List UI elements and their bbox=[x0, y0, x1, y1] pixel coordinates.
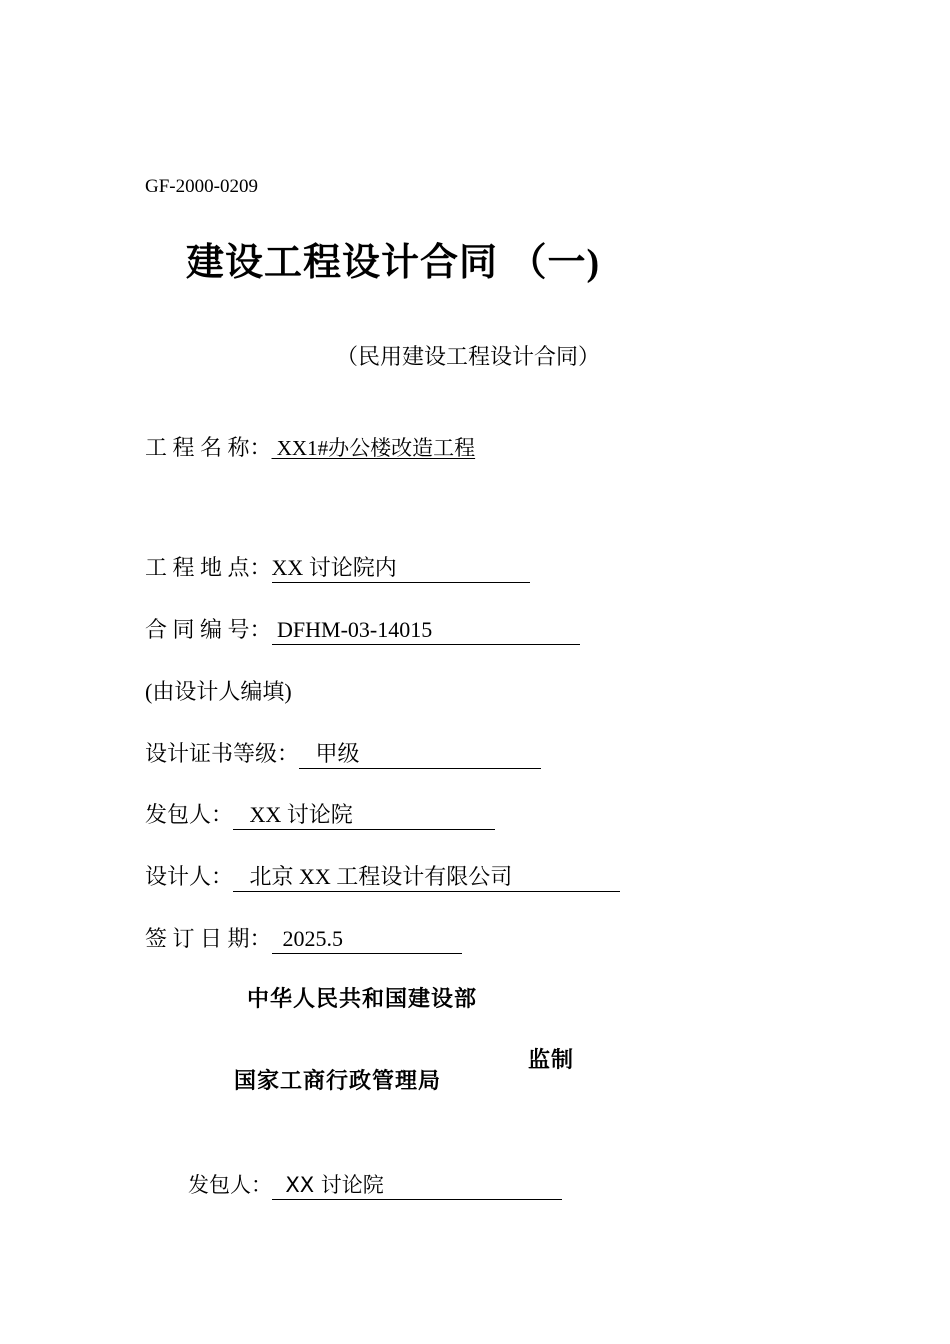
field-client bbox=[145, 801, 495, 830]
field-label: 签 订 日 期： bbox=[145, 926, 272, 951]
field-cert-grade bbox=[145, 740, 541, 769]
field-label: 设计人： bbox=[145, 864, 234, 889]
supervisor-org-saic: 国家工商行政管理局 bbox=[234, 1069, 442, 1094]
field-value-designer: 北京 XX 工程设计有限公司 bbox=[233, 864, 620, 892]
field-label: 工 程 地 点： bbox=[145, 555, 272, 580]
document-code: GF-2000-0209 bbox=[145, 176, 258, 197]
field-label: 合 同 编 号： bbox=[145, 617, 272, 642]
field-value-cert-grade: 甲级 bbox=[299, 741, 541, 769]
field-label: 工 程 名 称： bbox=[145, 435, 272, 460]
footer-client-label: 发包人： bbox=[188, 1173, 272, 1197]
field-label: 设计证书等级： bbox=[145, 741, 300, 766]
field-contract-no bbox=[145, 616, 580, 645]
contract-note: (由设计人编填) bbox=[145, 679, 292, 704]
footer-client bbox=[188, 1171, 562, 1200]
supervise-label: 监制 bbox=[528, 1048, 575, 1073]
field-label: 发包人： bbox=[145, 802, 234, 827]
document-subtitle: （民用建设工程设计合同） bbox=[336, 345, 601, 370]
field-project-site bbox=[145, 554, 530, 583]
field-value-contract-no: DFHM-03-14015 bbox=[272, 617, 580, 645]
field-value-project-site: XX 讨论院内 bbox=[272, 555, 530, 583]
footer-client-value: XX 讨论院 bbox=[272, 1172, 562, 1200]
field-value-client: XX 讨论院 bbox=[233, 802, 495, 830]
field-project-name bbox=[145, 434, 475, 462]
field-value-project-name: XX1#办公楼改造工程 bbox=[271, 436, 476, 460]
field-sign-date bbox=[145, 925, 462, 954]
document-title: 建设工程设计合同 （一) bbox=[186, 242, 601, 284]
supervisor-org-ministry: 中华人民共和国建设部 bbox=[247, 987, 478, 1012]
field-designer bbox=[145, 863, 620, 892]
field-value-sign-date: 2025.5 bbox=[272, 926, 462, 954]
